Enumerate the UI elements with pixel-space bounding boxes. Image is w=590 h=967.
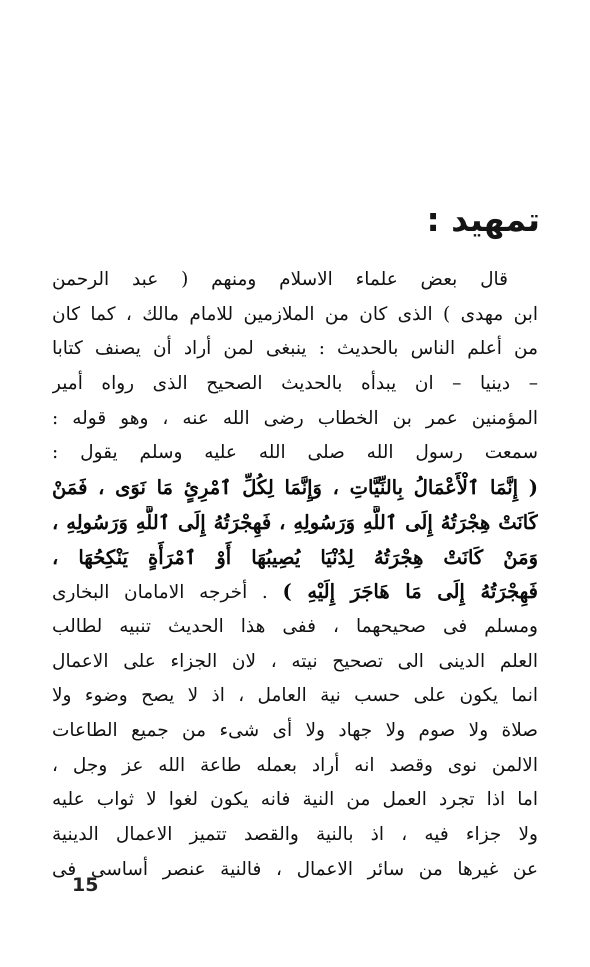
text-line: العلم الدينى الى تصحيح نيته ، لان الجزاء على الاعمال [52,650,538,672]
text-line: المؤمنين عمر بن الخطاب رضى الله عنه ، وهو قوله : [52,407,538,429]
text-line: اما اذا تجرد العمل من النية فانه يكون لغوا لا ثواب عليه [52,789,538,811]
text-line: صلاة ولا صوم ولا جهاد ولا أى شىء من جميع الطاعات [52,719,538,741]
text-line: قال بعض علماء الاسلام ومنهم ( عبد الرحمن [52,269,508,290]
text-line: الالمن نوى وقصد انه أراد بعمله طاعة الله عز وجل ، [52,754,538,776]
text-line: ولا جزاء فيه ، اذ بالنية والقصد تتميز الاعمال الدينية [52,824,538,845]
text-line: عن غيرها من سائر الاعمال ، فالنية عنصر أساسى فى [52,858,538,880]
text-line: – دينيا – ان يبدأه بالحديث الصحيح الذى رواه أمير [52,373,538,395]
page-number: 15 [72,874,99,896]
body-text [52,263,538,887]
text-line-mixed [52,575,538,610]
hadith-line: وَمَنْ كَانَتْ هِجْرَتُهُ لِدُنْيَا يُصِيبُهَا أَوْ ٱمْرَأَةٍ يَنْكِحُهَا ، [52,545,538,569]
section-heading: تمهيد : [426,200,540,239]
text-line: ابن مهدى ) الذى كان من الملازمين للامام مالك ، كما كان [52,303,538,325]
text-line: انما يكون على حسب نية العامل ، اذ لا يصح وضوء ولا [52,685,538,707]
text-fragment: . أخرجه الامامان البخارى [52,582,283,604]
text-line: ومسلم فى صحيحهما ، ففى هذا الحديث تنبيه لطالب [52,615,538,637]
hadith-line: كَانَتْ هِجْرَتُهُ إِلَى ٱللَّهِ وَرَسُولِهِ ، فَهِجْرَتُهُ إِلَى ٱللَّهِ وَرَسُولِهِ ، [52,510,538,534]
text-line: سمعت رسول الله صلى الله عليه وسلم يقول : [52,442,538,464]
hadith-line: ( إِنَّمَا ٱلْأَعْمَالُ بِالنِّيَّاتِ ، وَإِنَّمَا لِكُلِّ ٱمْرِئٍ مَا نَوَى ، فَمَنْ [52,476,538,500]
hadith-fragment: فَهِجْرَتُهُ إِلَى مَا هَاجَرَ إِلَيْهِ ) [282,580,538,604]
text-line: من أعلم الناس بالحديث : ينبغى لمن أراد أن يصنف كتابا [52,338,538,360]
